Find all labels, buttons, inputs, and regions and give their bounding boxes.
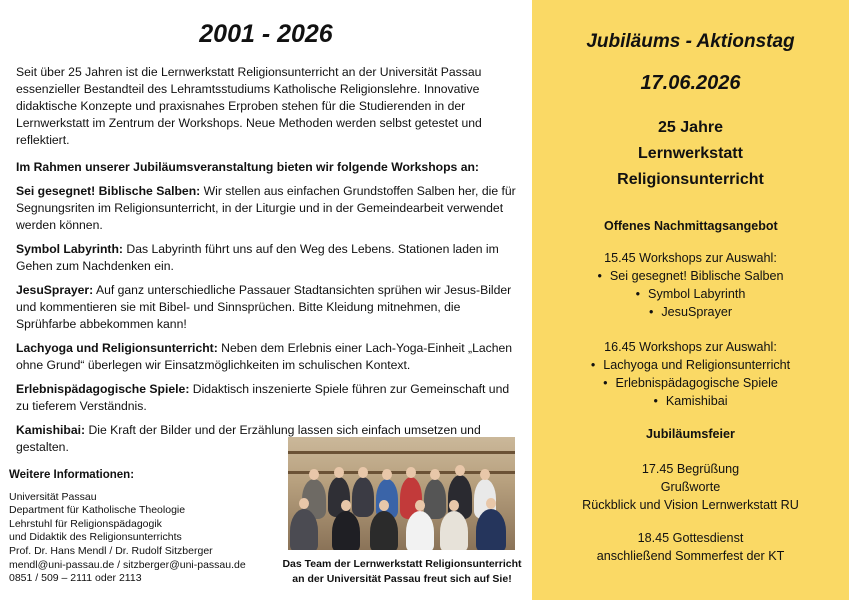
workshop-text: Das Labyrinth führt uns auf den Weg des Lebens. Stationen laden im Gehen zum Nachdenken ein.	[16, 242, 499, 273]
info-phone: 0851 / 509 – 2111 oder 2113	[9, 572, 142, 585]
workshop-item	[16, 340, 516, 374]
session-item: • Lachyoga und Religionsunterricht	[532, 356, 849, 374]
session-item: • JesuSprayer	[532, 303, 849, 321]
session-item: • Symbol Labyrinth	[532, 285, 849, 303]
workshop-text: Didaktisch inszenierte Spiele führen zur Gemeinschaft und zu tieferem Verständnis.	[16, 382, 510, 413]
subtitle-line: Lernwerkstatt	[638, 145, 743, 162]
info-line: und Didaktik des Religionsunterrichts	[9, 531, 182, 544]
workshop-item	[16, 183, 516, 234]
event-date: 17.06.2026	[640, 72, 741, 94]
team-photo	[288, 437, 515, 550]
workshop-item	[16, 282, 516, 333]
workshop-item	[16, 381, 516, 415]
workshop-list	[16, 183, 516, 463]
session-block-2	[532, 338, 849, 410]
celebration-program	[532, 460, 849, 514]
workshop-text: Die Kraft der Bilder und der Erzählung lassen sich einfach umsetzen und gestalten.	[16, 423, 481, 454]
workshop-name: Lachyoga und Religionsunterricht:	[16, 341, 218, 355]
subtitle-line: Religionsunterricht	[617, 171, 764, 188]
info-line: Prof. Dr. Hans Mendl / Dr. Rudolf Sitzberger	[9, 544, 213, 557]
session-item: • Sei gesegnet! Biblische Salben	[532, 267, 849, 285]
subtitle-line: 25 Jahre	[658, 119, 723, 136]
workshop-name: Sei gesegnet! Biblische Salben:	[16, 184, 201, 198]
session-title: 16.45 Workshops zur Auswahl:	[604, 340, 777, 354]
program-line: 18.45 Gottesdienst	[637, 531, 744, 545]
workshop-item	[16, 241, 516, 275]
celebration-heading: Jubiläumsfeier	[646, 427, 735, 441]
caption-line: Das Team der Lernwerkstatt Religionsunterricht	[282, 558, 522, 570]
info-line: Lehrstuhl für Religionspädagogik	[9, 517, 162, 530]
intro-paragraph: Seit über 25 Jahren ist die Lernwerkstatt Religionsunterricht an der Universität Passau essenzieller Bestandteil des Lehramtsstudiums Katholische Religionslehre. Innovative didaktische Konzepte und praxisnahes Erproben stehen für die Studierenden in der Lernwerkstatt im Zentrum der Workshops. Neue Methoden werden selbst getestet und reflektiert.	[16, 65, 482, 147]
event-title: Jubiläums - Aktionstag	[586, 31, 795, 52]
program-line: 17.45 Begrüßung	[641, 462, 740, 476]
service-program	[532, 529, 849, 565]
workshop-name: Kamishibai:	[16, 423, 86, 437]
info-line: Universität Passau	[9, 490, 97, 503]
program-line: anschließend Sommerfest der KT	[596, 549, 785, 563]
workshop-text: Neben dem Erlebnis einer Lach-Yoga-Einheit „Lachen ohne Grund“ überlegen wir Einsatzmöglichkeiten im schulischen Kontext.	[16, 341, 513, 372]
contact-info	[9, 469, 279, 586]
session-title: 15.45 Workshops zur Auswahl:	[604, 251, 777, 265]
program-line: Rückblick und Vision Lernwerkstatt RU	[582, 498, 799, 512]
workshop-name: Symbol Labyrinth:	[16, 242, 123, 256]
event-subtitle	[532, 115, 849, 193]
info-line: Department für Katholische Theologie	[9, 504, 186, 517]
workshop-text: Wir stellen aus einfachen Grundstoffen Salben her, die für Segnungsriten im Religionsunterricht, in der Liturgie und in der Gemeindearbeit verwendet werden können.	[16, 184, 516, 232]
workshop-text: Auf ganz unterschiedliche Passauer Stadtansichten sprühen wir Jesus-Bilder und kommentieren sie mit Bibel- und Sinnsprüchen. Bitte Kleidung mitnehmen, die Sprühfarbe abbekommen kann!	[16, 283, 512, 331]
workshops-intro: Im Rahmen unserer Jubiläumsveranstaltung bieten wir folgende Workshops an:	[16, 160, 479, 174]
workshop-name: JesuSprayer:	[16, 283, 94, 297]
photo-caption	[272, 557, 532, 587]
info-email[interactable]: mendl@uni-passau.de / sitzberger@uni-passau.de	[9, 558, 246, 571]
session-item: • Kamishibai	[532, 392, 849, 410]
caption-line: an der Universität Passau freut sich auf Sie!	[292, 573, 512, 585]
info-heading: Weitere Informationen:	[9, 469, 135, 481]
session-item: • Erlebnispädagogische Spiele	[532, 374, 849, 392]
workshop-name: Erlebnispädagogische Spiele:	[16, 382, 190, 396]
page-title: 2001 - 2026	[199, 20, 333, 48]
session-block-1	[532, 249, 849, 321]
afternoon-heading: Offenes Nachmittagsangebot	[604, 219, 778, 233]
program-line: Grußworte	[660, 480, 721, 494]
